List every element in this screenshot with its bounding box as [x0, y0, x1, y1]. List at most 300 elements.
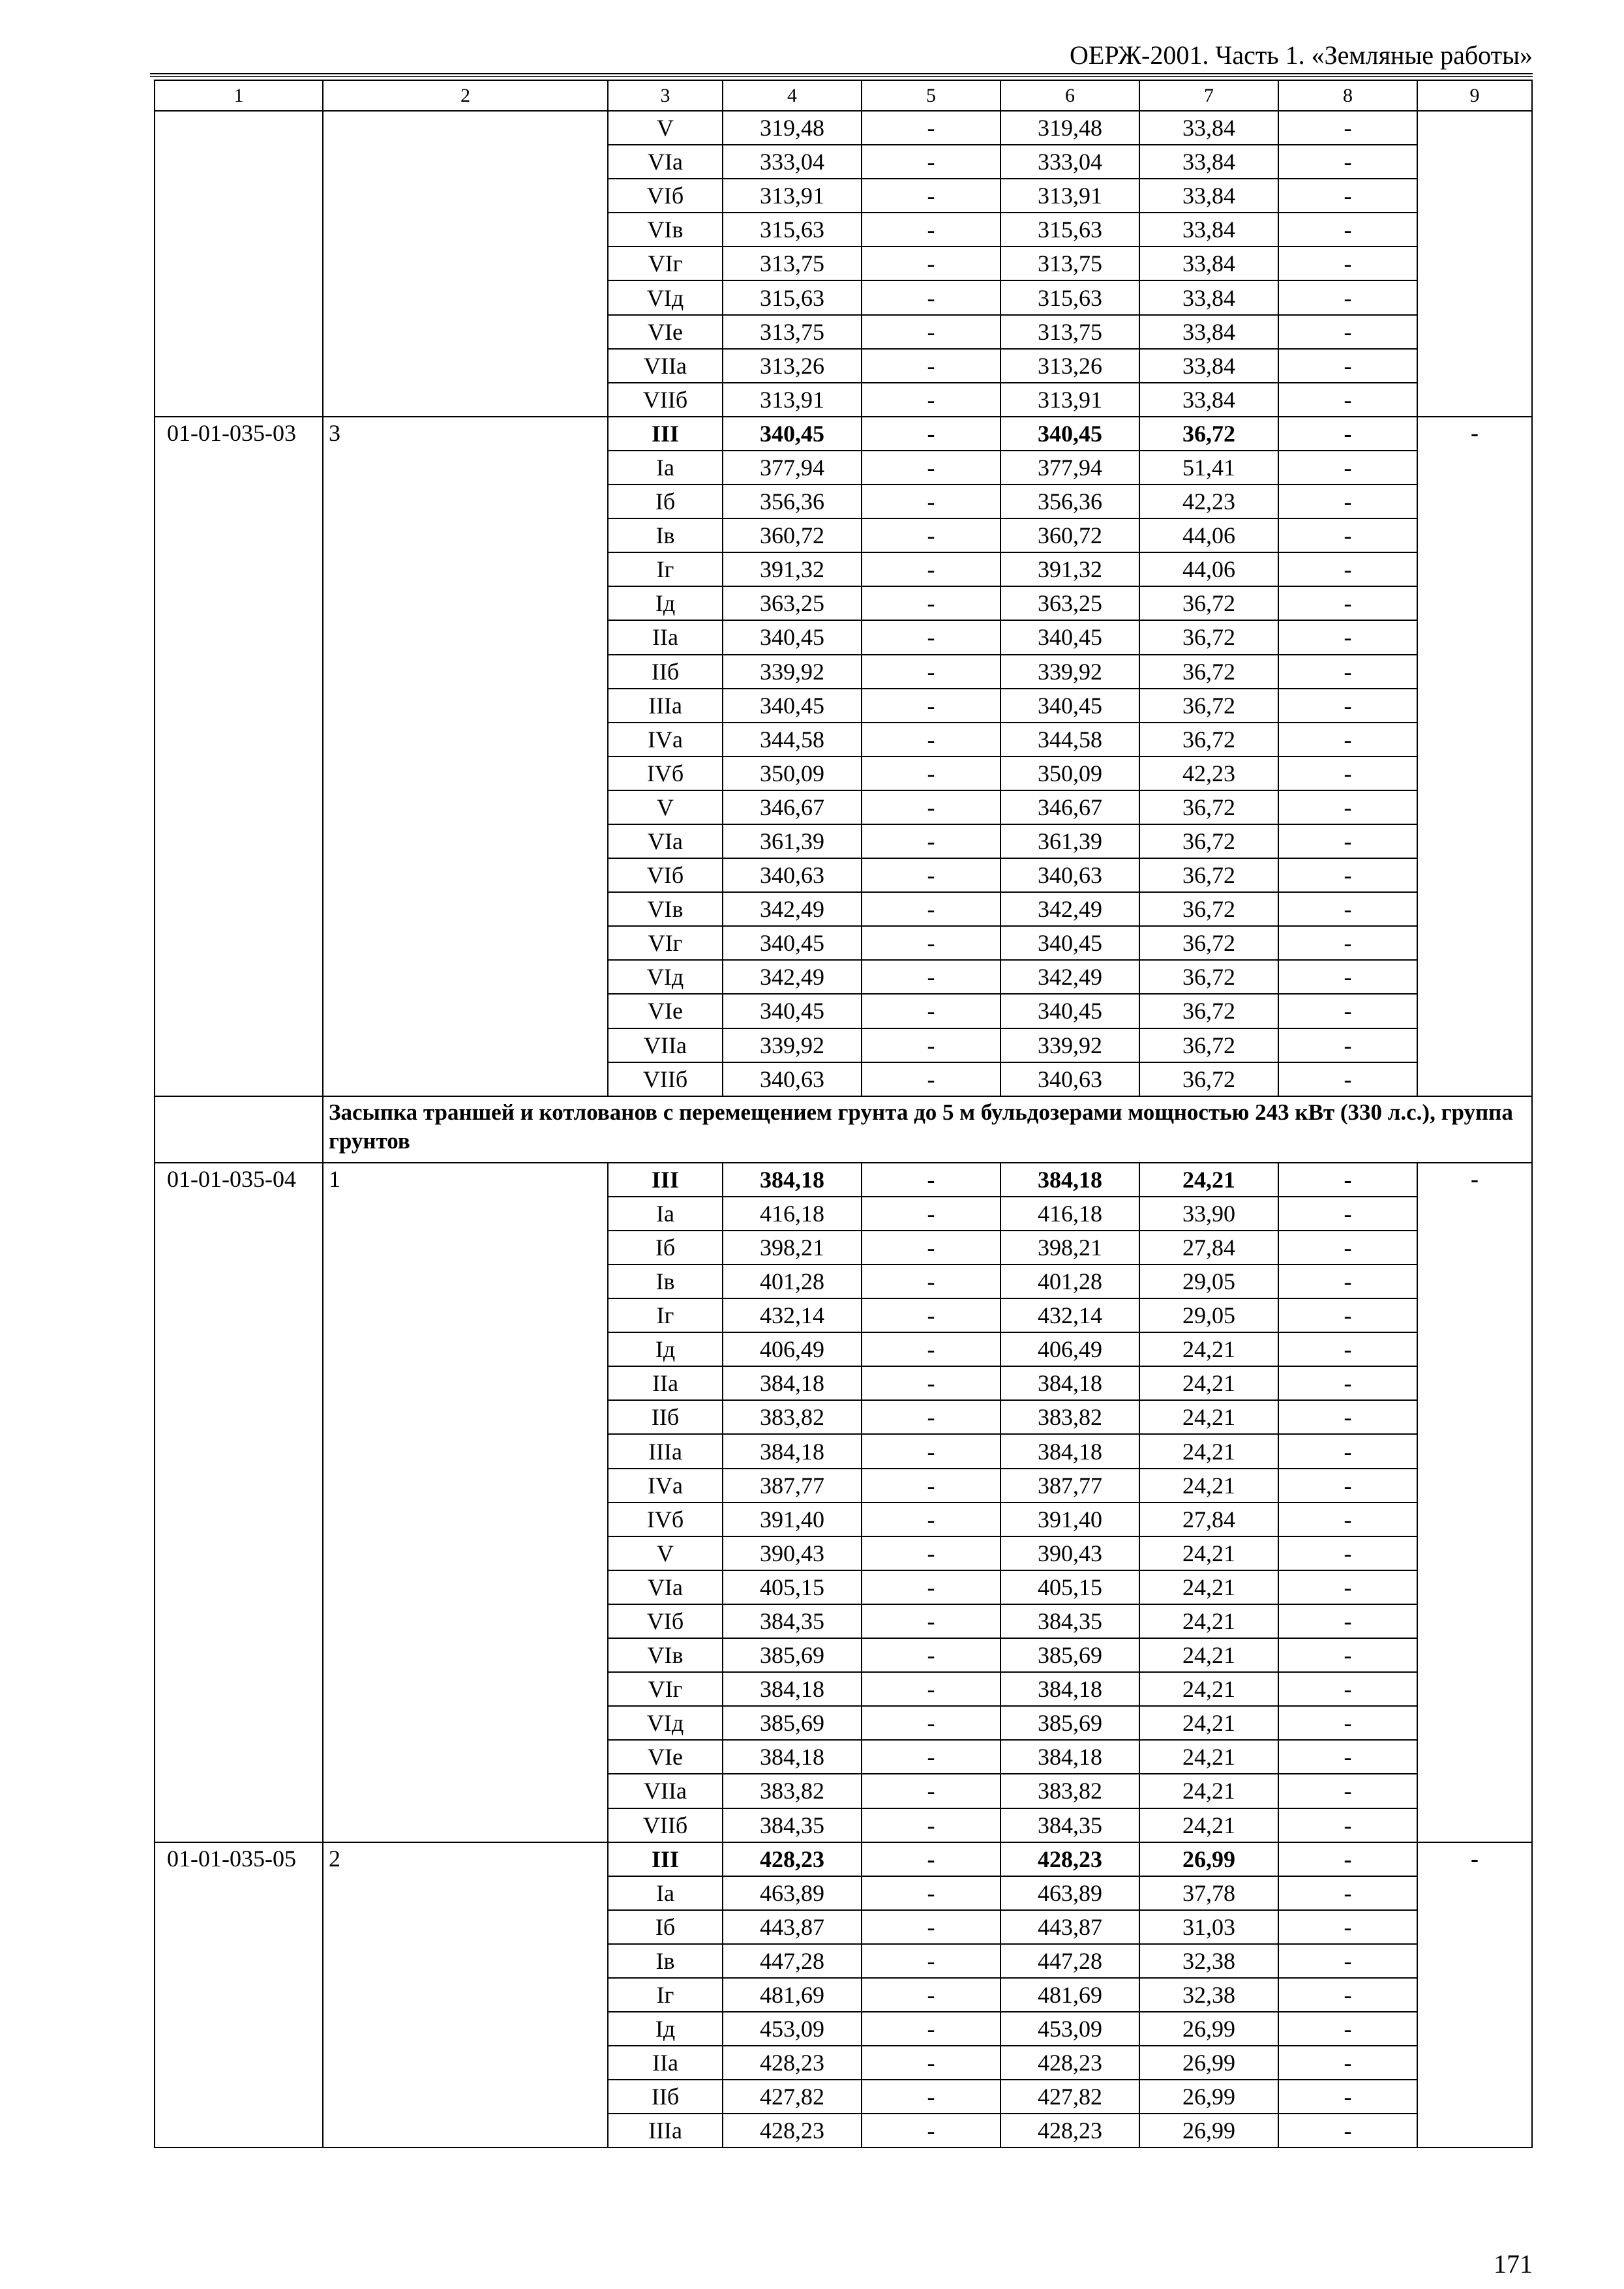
wage-cell: -	[862, 1298, 1000, 1332]
column-number: 2	[323, 80, 608, 111]
driver-wage-cell: 24,21	[1139, 1536, 1278, 1570]
machine-cost-cell: 383,82	[1000, 1774, 1139, 1808]
driver-wage-cell: 33,84	[1139, 349, 1278, 383]
materials-cell: -	[1278, 2080, 1417, 2114]
wage-cell: -	[862, 417, 1000, 451]
direct-cost-cell: 340,45	[723, 620, 862, 654]
direct-cost-cell: 416,18	[723, 1197, 862, 1231]
header-rule	[150, 73, 1533, 74]
wage-cell: -	[862, 552, 1000, 586]
wage-cell: -	[862, 1638, 1000, 1672]
materials-cell: -	[1278, 1808, 1417, 1842]
direct-cost-cell: 333,04	[723, 145, 862, 179]
soil-subgroup-cell: III	[608, 1163, 723, 1197]
machine-cost-cell: 333,04	[1000, 145, 1139, 179]
direct-cost-cell: 340,45	[723, 417, 862, 451]
direct-cost-cell: 428,23	[723, 1842, 862, 1876]
direct-cost-cell: 313,91	[723, 179, 862, 213]
materials-cell: -	[1278, 1264, 1417, 1298]
driver-wage-cell: 36,72	[1139, 892, 1278, 926]
wage-cell: -	[862, 1910, 1000, 1944]
driver-wage-cell: 33,84	[1139, 383, 1278, 417]
driver-wage-cell: 24,21	[1139, 1400, 1278, 1434]
wage-cell: -	[862, 756, 1000, 790]
direct-cost-cell: 384,18	[723, 1163, 862, 1197]
direct-cost-cell: 391,40	[723, 1503, 862, 1536]
materials-cell: -	[1278, 280, 1417, 314]
driver-wage-cell: 36,72	[1139, 960, 1278, 994]
direct-cost-cell: 315,63	[723, 213, 862, 247]
driver-wage-cell: 26,99	[1139, 2114, 1278, 2147]
document-header: ОЕРЖ-2001. Часть 1. «Земляные работы»	[1070, 40, 1533, 70]
wage-cell: -	[862, 315, 1000, 349]
wage-cell: -	[862, 247, 1000, 280]
wage-cell: -	[862, 1570, 1000, 1604]
column-number: 5	[862, 80, 1000, 111]
materials-cell: -	[1278, 620, 1417, 654]
soil-subgroup-cell: VIIб	[608, 1808, 723, 1842]
machine-cost-cell: 384,18	[1000, 1163, 1139, 1197]
wage-cell: -	[862, 1264, 1000, 1298]
wage-cell: -	[862, 111, 1000, 145]
soil-subgroup-cell: Iв	[608, 518, 723, 552]
direct-cost-cell: 463,89	[723, 1876, 862, 1910]
table-row	[155, 417, 1532, 451]
direct-cost-cell: 350,09	[723, 756, 862, 790]
driver-wage-cell: 42,23	[1139, 485, 1278, 518]
soil-subgroup-cell: Iа	[608, 451, 723, 485]
soil-subgroup-cell: IIб	[608, 2080, 723, 2114]
machine-cost-cell: 340,45	[1000, 994, 1139, 1028]
materials-cell: -	[1278, 1944, 1417, 1978]
soil-subgroup-cell: Iа	[608, 1876, 723, 1910]
machine-cost-cell: 340,45	[1000, 417, 1139, 451]
col9-cell: -	[1417, 1842, 1532, 2148]
soil-subgroup-cell: IIа	[608, 620, 723, 654]
direct-cost-cell: 340,45	[723, 994, 862, 1028]
wage-cell: -	[862, 689, 1000, 723]
machine-cost-cell: 383,82	[1000, 1400, 1139, 1434]
wage-cell: -	[862, 1197, 1000, 1231]
soil-subgroup-cell: V	[608, 1536, 723, 1570]
soil-subgroup-cell: Iг	[608, 1978, 723, 2012]
machine-cost-cell: 313,75	[1000, 315, 1139, 349]
direct-cost-cell: 427,82	[723, 2080, 862, 2114]
driver-wage-cell: 24,21	[1139, 1366, 1278, 1400]
soil-subgroup-cell: IIIа	[608, 2114, 723, 2147]
machine-cost-cell: 339,92	[1000, 655, 1139, 689]
wage-cell: -	[862, 994, 1000, 1028]
direct-cost-cell: 313,91	[723, 383, 862, 417]
driver-wage-cell: 36,72	[1139, 655, 1278, 689]
direct-cost-cell: 340,63	[723, 1062, 862, 1096]
soil-subgroup-cell: VIг	[608, 247, 723, 280]
wage-cell: -	[862, 1706, 1000, 1740]
materials-cell: -	[1278, 1503, 1417, 1536]
materials-cell: -	[1278, 586, 1417, 620]
column-number: 1	[155, 80, 323, 111]
soil-subgroup-cell: VIа	[608, 1570, 723, 1604]
wage-cell: -	[862, 451, 1000, 485]
materials-cell: -	[1278, 756, 1417, 790]
wage-cell: -	[862, 1978, 1000, 2012]
machine-cost-cell: 361,39	[1000, 824, 1139, 858]
materials-cell: -	[1278, 1842, 1417, 1876]
materials-cell: -	[1278, 1197, 1417, 1231]
driver-wage-cell: 33,84	[1139, 247, 1278, 280]
direct-cost-cell: 384,18	[723, 1434, 862, 1468]
materials-cell: -	[1278, 349, 1417, 383]
wage-cell: -	[862, 1469, 1000, 1503]
materials-cell: -	[1278, 655, 1417, 689]
machine-cost-cell: 398,21	[1000, 1231, 1139, 1264]
materials-cell: -	[1278, 247, 1417, 280]
machine-cost-cell: 453,09	[1000, 2012, 1139, 2046]
machine-cost-cell: 342,49	[1000, 892, 1139, 926]
soil-subgroup-cell: VIб	[608, 1604, 723, 1638]
materials-cell: -	[1278, 485, 1417, 518]
driver-wage-cell: 26,99	[1139, 2080, 1278, 2114]
materials-cell: -	[1278, 1163, 1417, 1197]
wage-cell: -	[862, 723, 1000, 756]
materials-cell: -	[1278, 858, 1417, 892]
empty-col9-cell	[1417, 111, 1532, 417]
wage-cell: -	[862, 2046, 1000, 2080]
soil-subgroup-cell: VIа	[608, 145, 723, 179]
direct-cost-cell: 384,35	[723, 1808, 862, 1842]
driver-wage-cell: 36,72	[1139, 1062, 1278, 1096]
driver-wage-cell: 33,84	[1139, 145, 1278, 179]
materials-cell: -	[1278, 213, 1417, 247]
materials-cell: -	[1278, 790, 1417, 824]
wage-cell: -	[862, 1842, 1000, 1876]
machine-cost-cell: 315,63	[1000, 280, 1139, 314]
driver-wage-cell: 32,38	[1139, 1944, 1278, 1978]
column-number: 9	[1417, 80, 1532, 111]
machine-cost-cell: 428,23	[1000, 2114, 1139, 2147]
soil-subgroup-cell: IVб	[608, 1503, 723, 1536]
soil-subgroup-cell: Iб	[608, 485, 723, 518]
driver-wage-cell: 36,72	[1139, 1028, 1278, 1062]
wage-cell: -	[862, 1876, 1000, 1910]
materials-cell: -	[1278, 1876, 1417, 1910]
wage-cell: -	[862, 1400, 1000, 1434]
soil-subgroup-cell: III	[608, 1842, 723, 1876]
table-row	[155, 1842, 1532, 1876]
machine-cost-cell: 313,26	[1000, 349, 1139, 383]
soil-subgroup-cell: VIIб	[608, 383, 723, 417]
direct-cost-cell: 383,82	[723, 1400, 862, 1434]
table-row	[155, 1163, 1532, 1197]
wage-cell: -	[862, 960, 1000, 994]
direct-cost-cell: 377,94	[723, 451, 862, 485]
direct-cost-cell: 384,18	[723, 1672, 862, 1706]
soil-subgroup-cell: VIIа	[608, 349, 723, 383]
materials-cell: -	[1278, 417, 1417, 451]
soil-subgroup-cell: V	[608, 790, 723, 824]
machine-cost-cell: 340,45	[1000, 689, 1139, 723]
driver-wage-cell: 36,72	[1139, 620, 1278, 654]
soil-subgroup-cell: VIа	[608, 824, 723, 858]
machine-cost-cell: 340,45	[1000, 620, 1139, 654]
direct-cost-cell: 481,69	[723, 1978, 862, 2012]
direct-cost-cell: 361,39	[723, 824, 862, 858]
driver-wage-cell: 44,06	[1139, 552, 1278, 586]
soil-group-cell: 3	[323, 417, 608, 1096]
direct-cost-cell: 313,75	[723, 247, 862, 280]
wage-cell: -	[862, 1774, 1000, 1808]
direct-cost-cell: 387,77	[723, 1469, 862, 1503]
direct-cost-cell: 344,58	[723, 723, 862, 756]
soil-subgroup-cell: VIе	[608, 1740, 723, 1774]
machine-cost-cell: 340,63	[1000, 858, 1139, 892]
wage-cell: -	[862, 858, 1000, 892]
materials-cell: -	[1278, 1028, 1417, 1062]
wage-cell: -	[862, 2012, 1000, 2046]
wage-cell: -	[862, 586, 1000, 620]
soil-subgroup-cell: VIв	[608, 1638, 723, 1672]
direct-cost-cell: 342,49	[723, 960, 862, 994]
direct-cost-cell: 385,69	[723, 1706, 862, 1740]
driver-wage-cell: 36,72	[1139, 417, 1278, 451]
machine-cost-cell: 391,32	[1000, 552, 1139, 586]
rates-table-body	[155, 80, 1532, 2147]
driver-wage-cell: 51,41	[1139, 451, 1278, 485]
wage-cell: -	[862, 145, 1000, 179]
materials-cell: -	[1278, 518, 1417, 552]
machine-cost-cell: 377,94	[1000, 451, 1139, 485]
soil-subgroup-cell: Iв	[608, 1264, 723, 1298]
materials-cell: -	[1278, 383, 1417, 417]
machine-cost-cell: 390,43	[1000, 1536, 1139, 1570]
materials-cell: -	[1278, 1638, 1417, 1672]
table-row	[155, 111, 1532, 145]
materials-cell: -	[1278, 1434, 1417, 1468]
materials-cell: -	[1278, 1570, 1417, 1604]
materials-cell: -	[1278, 1910, 1417, 1944]
materials-cell: -	[1278, 892, 1417, 926]
machine-cost-cell: 384,18	[1000, 1366, 1139, 1400]
machine-cost-cell: 350,09	[1000, 756, 1139, 790]
driver-wage-cell: 24,21	[1139, 1808, 1278, 1842]
machine-cost-cell: 391,40	[1000, 1503, 1139, 1536]
wage-cell: -	[862, 1944, 1000, 1978]
driver-wage-cell: 26,99	[1139, 1842, 1278, 1876]
wage-cell: -	[862, 1366, 1000, 1400]
driver-wage-cell: 24,21	[1139, 1469, 1278, 1503]
wage-cell: -	[862, 280, 1000, 314]
materials-cell: -	[1278, 2114, 1417, 2147]
driver-wage-cell: 36,72	[1139, 994, 1278, 1028]
soil-subgroup-cell: Iв	[608, 1944, 723, 1978]
soil-subgroup-cell: VIв	[608, 892, 723, 926]
direct-cost-cell: 363,25	[723, 586, 862, 620]
machine-cost-cell: 387,77	[1000, 1469, 1139, 1503]
machine-cost-cell: 427,82	[1000, 2080, 1139, 2114]
machine-cost-cell: 447,28	[1000, 1944, 1139, 1978]
wage-cell: -	[862, 620, 1000, 654]
driver-wage-cell: 26,99	[1139, 2012, 1278, 2046]
driver-wage-cell: 24,21	[1139, 1604, 1278, 1638]
soil-subgroup-cell: VIг	[608, 926, 723, 960]
materials-cell: -	[1278, 2012, 1417, 2046]
driver-wage-cell: 37,78	[1139, 1876, 1278, 1910]
wage-cell: -	[862, 518, 1000, 552]
direct-cost-cell: 346,67	[723, 790, 862, 824]
driver-wage-cell: 44,06	[1139, 518, 1278, 552]
soil-subgroup-cell: Iб	[608, 1910, 723, 1944]
column-number: 6	[1000, 80, 1139, 111]
machine-cost-cell: 385,69	[1000, 1638, 1139, 1672]
machine-cost-cell: 339,92	[1000, 1028, 1139, 1062]
machine-cost-cell: 463,89	[1000, 1876, 1139, 1910]
driver-wage-cell: 33,84	[1139, 179, 1278, 213]
driver-wage-cell: 36,72	[1139, 824, 1278, 858]
materials-cell: -	[1278, 2046, 1417, 2080]
soil-subgroup-cell: IIб	[608, 1400, 723, 1434]
header-rule-thin	[150, 76, 1533, 77]
materials-cell: -	[1278, 111, 1417, 145]
wage-cell: -	[862, 349, 1000, 383]
direct-cost-cell: 383,82	[723, 1774, 862, 1808]
driver-wage-cell: 24,21	[1139, 1740, 1278, 1774]
soil-subgroup-cell: VIе	[608, 994, 723, 1028]
driver-wage-cell: 32,38	[1139, 1978, 1278, 2012]
soil-subgroup-cell: VIе	[608, 315, 723, 349]
machine-cost-cell: 340,63	[1000, 1062, 1139, 1096]
driver-wage-cell: 36,72	[1139, 586, 1278, 620]
direct-cost-cell: 398,21	[723, 1231, 862, 1264]
wage-cell: -	[862, 892, 1000, 926]
wage-cell: -	[862, 1028, 1000, 1062]
empty-group-cell	[323, 111, 608, 417]
machine-cost-cell: 406,49	[1000, 1332, 1139, 1366]
materials-cell: -	[1278, 689, 1417, 723]
machine-cost-cell: 384,35	[1000, 1808, 1139, 1842]
soil-subgroup-cell: VIг	[608, 1672, 723, 1706]
soil-subgroup-cell: IVа	[608, 1469, 723, 1503]
wage-cell: -	[862, 2114, 1000, 2147]
wage-cell: -	[862, 926, 1000, 960]
direct-cost-cell: 390,43	[723, 1536, 862, 1570]
soil-subgroup-cell: VIд	[608, 280, 723, 314]
column-number: 8	[1278, 80, 1417, 111]
wage-cell: -	[862, 2080, 1000, 2114]
wage-cell: -	[862, 1503, 1000, 1536]
materials-cell: -	[1278, 1400, 1417, 1434]
wage-cell: -	[862, 1062, 1000, 1096]
materials-cell: -	[1278, 1469, 1417, 1503]
wage-cell: -	[862, 1163, 1000, 1197]
machine-cost-cell: 313,91	[1000, 383, 1139, 417]
direct-cost-cell: 384,18	[723, 1740, 862, 1774]
soil-subgroup-cell: VIд	[608, 1706, 723, 1740]
direct-cost-cell: 360,72	[723, 518, 862, 552]
soil-subgroup-cell: Iг	[608, 1298, 723, 1332]
soil-subgroup-cell: Iд	[608, 586, 723, 620]
wage-cell: -	[862, 383, 1000, 417]
soil-subgroup-cell: VIб	[608, 858, 723, 892]
soil-group-cell: 1	[323, 1163, 608, 1842]
materials-cell: -	[1278, 1062, 1417, 1096]
rates-table	[154, 80, 1533, 2148]
section-title-row	[155, 1096, 1532, 1163]
direct-cost-cell: 384,35	[723, 1604, 862, 1638]
machine-cost-cell: 319,48	[1000, 111, 1139, 145]
driver-wage-cell: 42,23	[1139, 756, 1278, 790]
direct-cost-cell: 340,63	[723, 858, 862, 892]
driver-wage-cell: 33,90	[1139, 1197, 1278, 1231]
soil-subgroup-cell: V	[608, 111, 723, 145]
column-number: 3	[608, 80, 723, 111]
direct-cost-cell: 340,45	[723, 926, 862, 960]
section-title: Засыпка траншей и котлованов с перемещением грунта до 5 м бульдозерами мощностью 243 кВт (330 л.с.), группа грунтов	[323, 1096, 1532, 1163]
machine-cost-cell: 428,23	[1000, 1842, 1139, 1876]
direct-cost-cell: 428,23	[723, 2114, 862, 2147]
machine-cost-cell: 360,72	[1000, 518, 1139, 552]
driver-wage-cell: 36,72	[1139, 689, 1278, 723]
machine-cost-cell: 342,49	[1000, 960, 1139, 994]
direct-cost-cell: 443,87	[723, 1910, 862, 1944]
direct-cost-cell: 340,45	[723, 689, 862, 723]
driver-wage-cell: 29,05	[1139, 1298, 1278, 1332]
driver-wage-cell: 33,84	[1139, 315, 1278, 349]
soil-group-cell: 2	[323, 1842, 608, 2148]
direct-cost-cell: 432,14	[723, 1298, 862, 1332]
machine-cost-cell: 384,18	[1000, 1434, 1139, 1468]
wage-cell: -	[862, 1604, 1000, 1638]
driver-wage-cell: 24,21	[1139, 1706, 1278, 1740]
direct-cost-cell: 401,28	[723, 1264, 862, 1298]
driver-wage-cell: 24,21	[1139, 1163, 1278, 1197]
materials-cell: -	[1278, 1672, 1417, 1706]
direct-cost-cell: 428,23	[723, 2046, 862, 2080]
machine-cost-cell: 384,18	[1000, 1740, 1139, 1774]
direct-cost-cell: 405,15	[723, 1570, 862, 1604]
direct-cost-cell: 453,09	[723, 2012, 862, 2046]
machine-cost-cell: 432,14	[1000, 1298, 1139, 1332]
machine-cost-cell: 428,23	[1000, 2046, 1139, 2080]
soil-subgroup-cell: Iд	[608, 2012, 723, 2046]
direct-cost-cell: 313,75	[723, 315, 862, 349]
soil-subgroup-cell: IIа	[608, 2046, 723, 2080]
wage-cell: -	[862, 790, 1000, 824]
machine-cost-cell: 346,67	[1000, 790, 1139, 824]
wage-cell: -	[862, 824, 1000, 858]
wage-cell: -	[862, 1332, 1000, 1366]
soil-subgroup-cell: VIб	[608, 179, 723, 213]
direct-cost-cell: 384,18	[723, 1366, 862, 1400]
wage-cell: -	[862, 1231, 1000, 1264]
driver-wage-cell: 31,03	[1139, 1910, 1278, 1944]
empty-code-cell	[155, 111, 323, 417]
driver-wage-cell: 24,21	[1139, 1332, 1278, 1366]
direct-cost-cell: 447,28	[723, 1944, 862, 1978]
materials-cell: -	[1278, 1604, 1417, 1638]
materials-cell: -	[1278, 723, 1417, 756]
soil-subgroup-cell: Iг	[608, 552, 723, 586]
soil-subgroup-cell: Iб	[608, 1231, 723, 1264]
direct-cost-cell: 313,26	[723, 349, 862, 383]
machine-cost-cell: 384,18	[1000, 1672, 1139, 1706]
materials-cell: -	[1278, 315, 1417, 349]
driver-wage-cell: 33,84	[1139, 280, 1278, 314]
rate-code-cell: 01-01-035-05	[155, 1842, 323, 2148]
soil-subgroup-cell: VIIа	[608, 1774, 723, 1808]
direct-cost-cell: 339,92	[723, 1028, 862, 1062]
wage-cell: -	[862, 485, 1000, 518]
direct-cost-cell: 315,63	[723, 280, 862, 314]
